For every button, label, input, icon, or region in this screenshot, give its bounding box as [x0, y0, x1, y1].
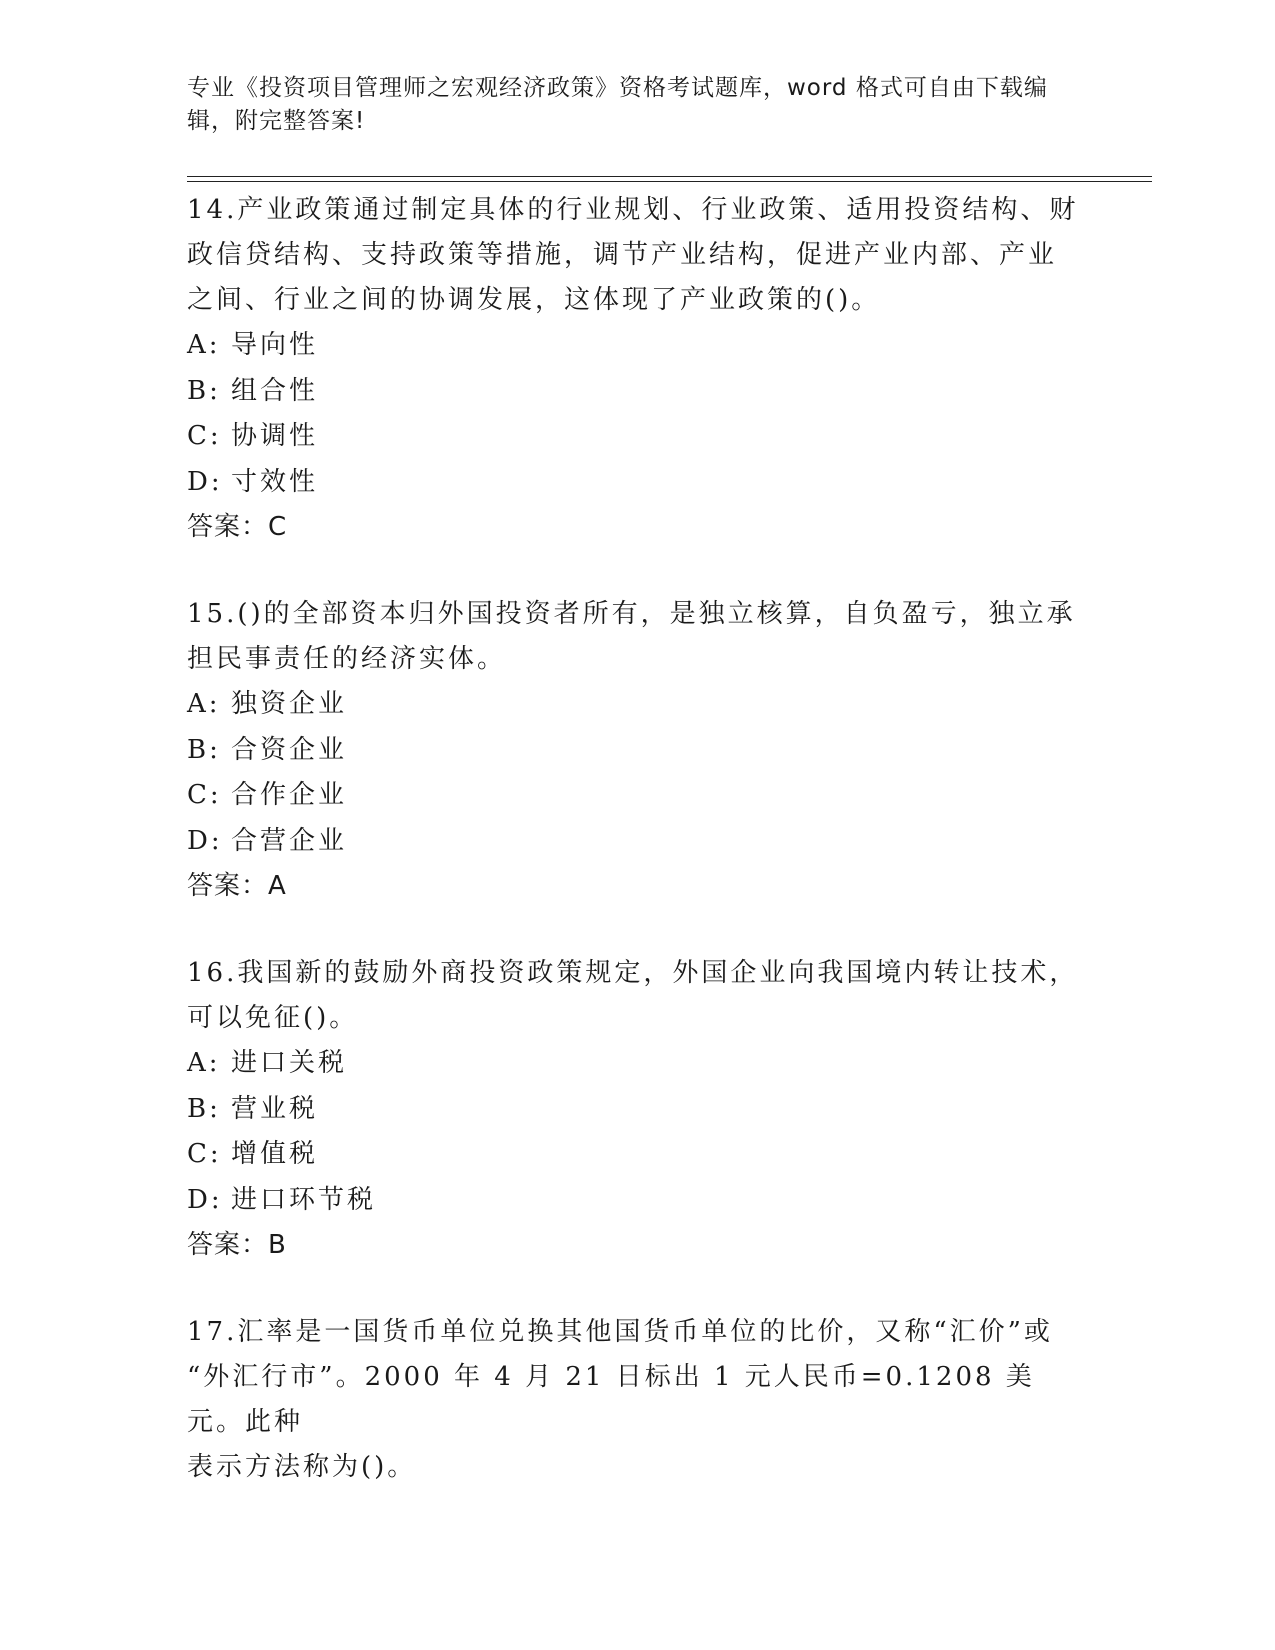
option-letter: A:: [187, 330, 221, 360]
option-c: [187, 1132, 1087, 1178]
option-letter: A:: [187, 1048, 221, 1078]
option-letter: D:: [187, 466, 223, 497]
option-text: 合营企业: [231, 825, 348, 856]
option-text: 组合性: [231, 375, 319, 406]
option-letter: D:: [187, 825, 223, 856]
option-d: [187, 460, 1087, 506]
option-a: [187, 682, 1087, 728]
option-text: 进口环节税: [231, 1184, 377, 1215]
option-b: [187, 369, 1087, 415]
option-d: [187, 819, 1087, 865]
question-text-line: 政信贷结构、支持政策等措施，调节产业结构，促进产业内部、产业: [187, 240, 1058, 270]
option-letter: A:: [187, 689, 221, 719]
question-text-line: 17.汇率是一国货币单位兑换其他国货币单位的比价，又称“汇价”或: [187, 1317, 1053, 1347]
option-letter: B:: [187, 734, 221, 765]
option-letter: B:: [187, 1093, 221, 1124]
question-text-line: 担民事责任的经济实体。: [187, 644, 507, 674]
option-letter: C:: [187, 421, 222, 451]
option-text: 协调性: [231, 421, 319, 451]
option-letter: C:: [187, 780, 222, 810]
question-text-line: 14.产业政策通过制定具体的行业规划、行业政策、适用投资结构、财: [187, 195, 1079, 225]
question-list: [187, 188, 1087, 1532]
option-text: 增值税: [231, 1139, 319, 1169]
option-letter: D:: [187, 1184, 223, 1215]
question-15: [187, 592, 1087, 909]
option-text: 独资企业: [231, 689, 348, 719]
question-text-line: 表示方法称为()。: [187, 1452, 417, 1482]
option-c: [187, 773, 1087, 819]
answer-line: 答案：B: [187, 1230, 287, 1260]
header-title-line-2: 辑，附完整答案!: [187, 108, 366, 134]
header-divider-top: [187, 176, 1152, 177]
option-text: 导向性: [231, 330, 319, 360]
question-text-line: 16.我国新的鼓励外商投资政策规定，外国企业向我国境内转让技术，: [187, 958, 1079, 988]
option-a: [187, 323, 1087, 369]
question-16: [187, 951, 1087, 1268]
option-c: [187, 414, 1087, 460]
answer-line: 答案：A: [187, 871, 287, 901]
option-letter: C:: [187, 1139, 222, 1169]
question-text-line: 之间、行业之间的协调发展，这体现了产业政策的()。: [187, 285, 881, 315]
question-14: [187, 188, 1087, 550]
option-text: 合资企业: [231, 734, 348, 765]
option-text: 合作企业: [231, 780, 348, 810]
option-b: [187, 1087, 1087, 1133]
question-17: [187, 1310, 1087, 1490]
question-text-line: “外汇行市”。2000 年 4 月 21 日标出 1 元人民币=0.1208 美元。此种: [187, 1362, 1035, 1437]
question-text-line: 15.()的全部资本归外国投资者所有，是独立核算，自负盈亏，独立承: [187, 599, 1076, 629]
option-text: 寸效性: [231, 466, 319, 497]
option-d: [187, 1178, 1087, 1224]
document-header: [187, 72, 1067, 138]
header-divider-bottom: [187, 181, 1152, 182]
option-a: [187, 1041, 1087, 1087]
option-b: [187, 728, 1087, 774]
question-text-line: 可以免征()。: [187, 1003, 359, 1033]
option-text: 营业税: [231, 1093, 319, 1124]
header-title-line-1: 专业《投资项目管理师之宏观经济政策》资格考试题库，word 格式可自由下载编: [187, 75, 1048, 101]
answer-line: 答案：C: [187, 512, 288, 542]
option-text: 进口关税: [231, 1048, 348, 1078]
option-letter: B:: [187, 375, 221, 406]
